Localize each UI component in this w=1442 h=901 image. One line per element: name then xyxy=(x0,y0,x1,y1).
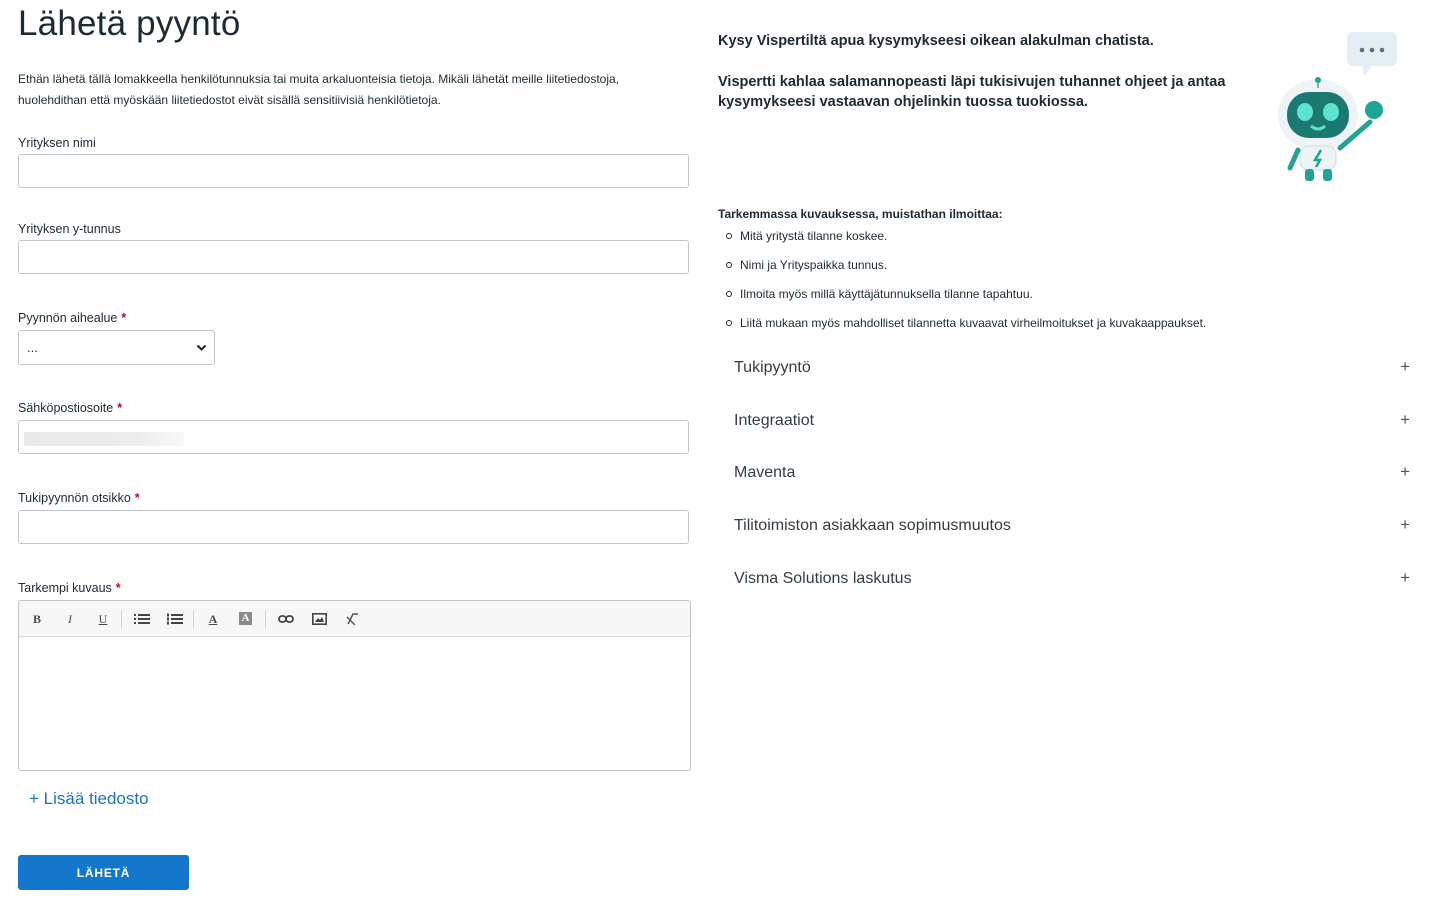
plus-icon: + xyxy=(1400,357,1410,376)
email-input[interactable] xyxy=(18,420,689,454)
company-name-label: Yrityksen nimi xyxy=(18,136,96,150)
accordion-label: Tilitoimiston asiakkaan sopimusmuutos xyxy=(734,517,1011,534)
accordion-label: Tukipyyntö xyxy=(734,359,811,376)
numbered-list-icon xyxy=(167,613,183,625)
image-button[interactable] xyxy=(310,610,328,628)
add-file-link[interactable]: + Lisää tiedosto xyxy=(29,789,149,808)
accordion-maventa[interactable] xyxy=(718,456,1418,496)
clear-format-button[interactable] xyxy=(343,610,361,628)
required-mark: * xyxy=(117,401,123,415)
plus-icon: + xyxy=(1400,462,1410,481)
tips-heading: Tarkemmassa kuvauksessa, muistathan ilmoittaa: xyxy=(718,207,1003,221)
list-item: Liitä mukaan myös mahdolliset tilannetta kuvaavat virheilmoitukset ja kuvakaappaukset. xyxy=(740,312,1206,341)
page-title: Lähetä pyyntö xyxy=(18,4,241,43)
toolbar-divider xyxy=(193,610,194,628)
italic-button[interactable]: I xyxy=(68,612,72,626)
chevron-down-icon xyxy=(196,344,207,352)
topic-label: Pyynnön aihealue * xyxy=(18,311,127,325)
description-editor xyxy=(18,600,691,771)
redacted-email-value xyxy=(24,432,184,446)
link-icon xyxy=(278,614,294,624)
required-mark: * xyxy=(115,581,121,595)
submit-button[interactable]: LÄHETÄ xyxy=(18,855,189,890)
list-item: Ilmoita myös millä käyttäjätunnuksella tilanne tapahtuu. xyxy=(740,283,1206,312)
bold-button[interactable]: B xyxy=(32,612,41,626)
required-mark: * xyxy=(134,491,140,505)
privacy-notice: Ethän lähetä tällä lomakkeella henkilötunnuksia tai muita arkaluonteisia tietoja. Mikäli lähetät meille liitetiedostoja, huolehdithan että myöskään liitetiedostot eivät sisällä sensitiivisiä henkilötietoja. xyxy=(18,72,620,107)
bullet-list-icon xyxy=(134,613,150,625)
accordion-laskutus[interactable] xyxy=(718,562,1418,602)
editor-toolbar xyxy=(19,601,690,637)
toolbar-divider xyxy=(121,610,122,628)
topic-selected-value: ... xyxy=(27,340,38,355)
link-button[interactable] xyxy=(277,610,295,628)
description-textarea[interactable] xyxy=(19,637,690,770)
plus-icon: + xyxy=(1400,515,1410,534)
underline-button[interactable]: U xyxy=(98,612,108,626)
subject-label: Tukipyynnön otsikko * xyxy=(18,491,140,505)
company-name-input[interactable] xyxy=(18,154,689,188)
toolbar-divider xyxy=(265,610,266,628)
subject-input[interactable] xyxy=(18,510,689,544)
tips-list xyxy=(718,225,1206,341)
accordion-label: Visma Solutions laskutus xyxy=(734,570,912,587)
description-label: Tarkempi kuvaus * xyxy=(18,581,121,595)
background-color-button[interactable]: A xyxy=(239,612,252,625)
accordion-sopimusmuutos[interactable] xyxy=(718,509,1418,549)
text-color-button[interactable]: A xyxy=(208,612,218,626)
accordion-label: Maventa xyxy=(734,464,796,481)
chatbot-help-line-1: Kysy Vispertiltä apua kysymykseesi oikean alakulman chatista. xyxy=(718,33,1154,49)
list-item: Mitä yritystä tilanne koskee. xyxy=(740,225,1206,254)
chatbot-help-line-2: Vispertti kahlaa salamannopeasti läpi tukisivujen tuhannet ohjeet ja antaa kysymykseesi vastaavan ohjelinkin tuossa tuokiossa. xyxy=(718,74,1226,110)
clear-format-icon xyxy=(345,613,360,625)
required-mark: * xyxy=(121,311,127,325)
plus-icon: + xyxy=(1400,568,1410,587)
plus-icon: + xyxy=(1400,410,1410,429)
numbered-list-button[interactable] xyxy=(166,610,184,628)
business-id-input[interactable] xyxy=(18,240,689,274)
email-label: Sähköpostiosoite * xyxy=(18,401,123,415)
chatbot-help-text xyxy=(718,31,1258,112)
topic-select[interactable] xyxy=(18,330,215,365)
accordion-integraatiot[interactable] xyxy=(718,404,1418,444)
list-item: Nimi ja Yrityspaikka tunnus. xyxy=(740,254,1206,283)
image-icon xyxy=(312,613,327,625)
accordion-tukipyynto[interactable] xyxy=(718,351,1418,391)
robot-mascot-icon xyxy=(1278,30,1402,185)
bullet-list-button[interactable] xyxy=(133,610,151,628)
accordion-label: Integraatiot xyxy=(734,412,815,429)
business-id-label: Yrityksen y-tunnus xyxy=(18,222,121,236)
